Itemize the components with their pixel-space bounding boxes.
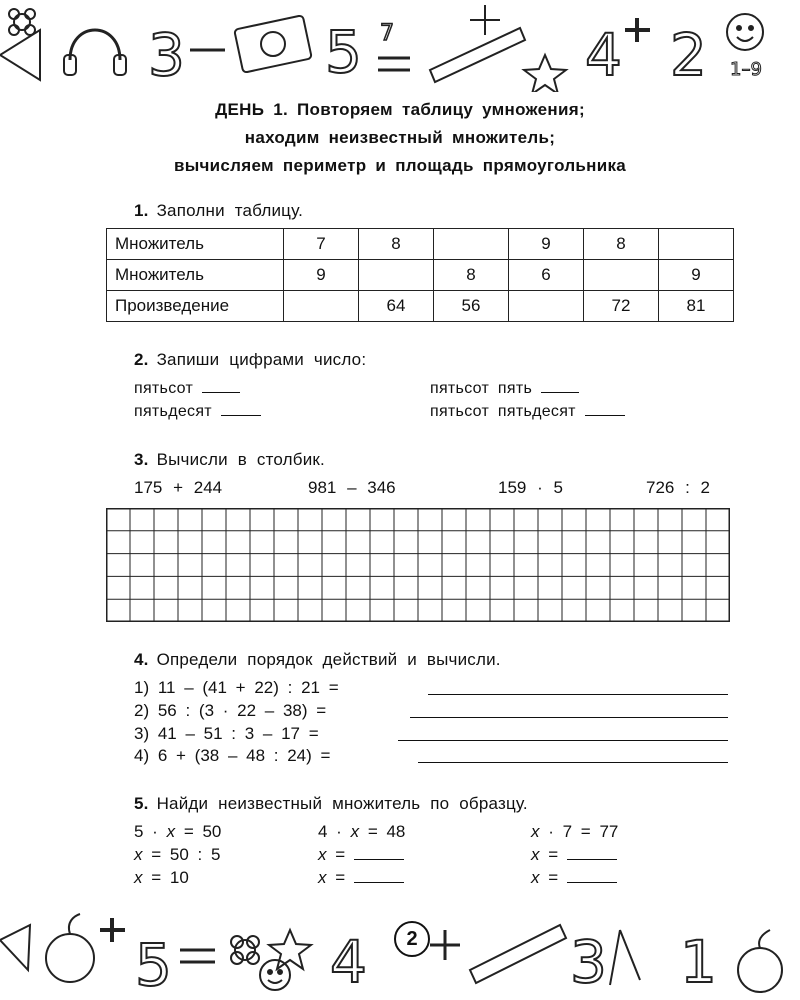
- variable-x: x: [531, 822, 540, 841]
- expr-part: = 50 : 5: [151, 845, 221, 864]
- variable-x: x: [318, 868, 327, 887]
- variable-x: x: [134, 845, 143, 864]
- column-expressions: [134, 478, 734, 500]
- number-word: пятьдесят: [134, 403, 212, 420]
- expr-part: 4 ·: [318, 822, 342, 841]
- answer-line[interactable]: [428, 694, 728, 695]
- variable-x: x: [134, 868, 143, 887]
- expression: 159 · 5: [498, 478, 563, 497]
- svg-text:4: 4: [330, 928, 367, 996]
- task-5-number: 5.: [134, 794, 149, 813]
- task-1-text: Заполни таблицу.: [156, 201, 304, 220]
- number-word: пятьсот пять: [430, 380, 533, 397]
- table-cell[interactable]: 6: [509, 260, 584, 291]
- title-line-2: находим неизвестный множитель;: [244, 128, 556, 147]
- variable-x: x: [531, 845, 540, 864]
- example-3-line-1: [531, 822, 618, 842]
- svg-text:5: 5: [325, 18, 362, 86]
- answer-blank[interactable]: [354, 869, 404, 883]
- number-word: пятьсот: [134, 380, 194, 397]
- expr-part: =: [548, 868, 559, 887]
- number-item: [430, 379, 579, 398]
- table-cell[interactable]: 56: [434, 291, 509, 322]
- table-row: [107, 260, 734, 291]
- expression: 726 : 2: [646, 478, 710, 497]
- table-cell[interactable]: [284, 291, 359, 322]
- variable-x: x: [350, 822, 360, 841]
- example-1-line-2: [134, 845, 220, 865]
- expr-part: = 48: [367, 822, 406, 841]
- task-4-text: Определи порядок действий и вычисли.: [156, 650, 501, 669]
- variable-x: x: [531, 868, 540, 887]
- answer-blank[interactable]: [585, 402, 625, 416]
- task-3-heading: [134, 450, 325, 470]
- example-1-line-3: [134, 868, 189, 888]
- variable-x: x: [166, 822, 176, 841]
- equation: 2) 56 : (3 · 22 – 38) =: [134, 701, 327, 720]
- table-cell[interactable]: 7: [284, 229, 359, 260]
- answer-line[interactable]: [398, 740, 728, 741]
- page-number: 2: [394, 921, 430, 957]
- task-3-number: 3.: [134, 450, 149, 469]
- example-1-line-1: [134, 822, 221, 842]
- task-4-heading: [134, 650, 501, 670]
- expr-part: = 10: [151, 868, 189, 887]
- table-cell[interactable]: 81: [659, 291, 734, 322]
- expr-part: =: [335, 845, 346, 864]
- equation: 1) 11 – (41 + 22) : 21 =: [134, 678, 339, 697]
- svg-text:1–9: 1–9: [730, 59, 762, 80]
- table-row: [107, 291, 734, 322]
- expression: 981 – 346: [308, 478, 396, 497]
- svg-text:2: 2: [670, 21, 707, 89]
- answer-blank[interactable]: [541, 379, 579, 393]
- table-cell[interactable]: [509, 291, 584, 322]
- example-3-line-2: [531, 845, 617, 865]
- table-cell[interactable]: [584, 260, 659, 291]
- table-cell[interactable]: [659, 229, 734, 260]
- svg-text:1: 1: [680, 928, 717, 996]
- svg-text:3: 3: [148, 21, 185, 89]
- number-item: [134, 402, 261, 421]
- answer-line[interactable]: [418, 762, 728, 763]
- table-cell[interactable]: 9: [659, 260, 734, 291]
- task-1-number: 1.: [134, 201, 149, 220]
- number-word: пятьсот пятьдесят: [430, 403, 576, 420]
- expr-part: · 7 = 77: [548, 822, 619, 841]
- task-5-text: Найди неизвестный множитель по образцу.: [156, 794, 528, 813]
- expression: 175 + 244: [134, 478, 223, 497]
- row-label: Множитель: [107, 260, 284, 291]
- table-cell[interactable]: 9: [284, 260, 359, 291]
- table-cell[interactable]: 9: [509, 229, 584, 260]
- calculation-grid[interactable]: [106, 508, 730, 627]
- example-3-line-3: [531, 868, 617, 888]
- expr-part: = 50: [183, 822, 222, 841]
- multiplication-table: [106, 228, 734, 322]
- answer-blank[interactable]: [221, 402, 261, 416]
- task-1-heading: [134, 201, 303, 221]
- variable-x: x: [318, 845, 327, 864]
- svg-text:4: 4: [585, 21, 622, 89]
- decorative-header-border: [0, 0, 800, 92]
- example-2-line-2: [318, 845, 404, 865]
- svg-text:7: 7: [380, 21, 394, 46]
- table-cell[interactable]: [359, 260, 434, 291]
- page-title: [0, 96, 800, 180]
- table-row: [107, 229, 734, 260]
- title-line-3: вычисляем периметр и площадь прямоугольника: [173, 156, 627, 175]
- answer-blank[interactable]: [567, 846, 617, 860]
- answer-blank[interactable]: [354, 846, 404, 860]
- equation: 4) 6 + (38 – 48 : 24) =: [134, 746, 331, 765]
- title-line-1: ДЕНЬ 1. Повторяем таблицу умножения;: [215, 100, 585, 119]
- answer-blank[interactable]: [567, 869, 617, 883]
- row-label: Множитель: [107, 229, 284, 260]
- answer-line[interactable]: [410, 717, 728, 718]
- table-cell[interactable]: 8: [359, 229, 434, 260]
- table-cell[interactable]: 8: [434, 260, 509, 291]
- example-2-line-1: [318, 822, 405, 842]
- table-cell[interactable]: [434, 229, 509, 260]
- svg-text:3: 3: [570, 928, 607, 996]
- number-item: [430, 402, 625, 421]
- expr-part: =: [548, 845, 559, 864]
- row-label: Произведение: [107, 291, 284, 322]
- answer-blank[interactable]: [202, 379, 240, 393]
- task-2-number: 2.: [134, 350, 149, 369]
- equation: 3) 41 – 51 : 3 – 17 =: [134, 724, 319, 743]
- task-2-heading: [134, 350, 366, 370]
- task-2-text: Запиши цифрами число:: [156, 350, 367, 369]
- task-4-number: 4.: [134, 650, 149, 669]
- table-cell[interactable]: 72: [584, 291, 659, 322]
- task-3-text: Вычисли в столбик.: [156, 450, 325, 469]
- example-2-line-3: [318, 868, 404, 888]
- expr-part: 5 ·: [134, 822, 158, 841]
- task-5-heading: [134, 794, 528, 814]
- expr-part: =: [335, 868, 346, 887]
- number-item: [134, 379, 240, 398]
- table-cell[interactable]: 64: [359, 291, 434, 322]
- table-cell[interactable]: 8: [584, 229, 659, 260]
- svg-text:5: 5: [135, 931, 172, 999]
